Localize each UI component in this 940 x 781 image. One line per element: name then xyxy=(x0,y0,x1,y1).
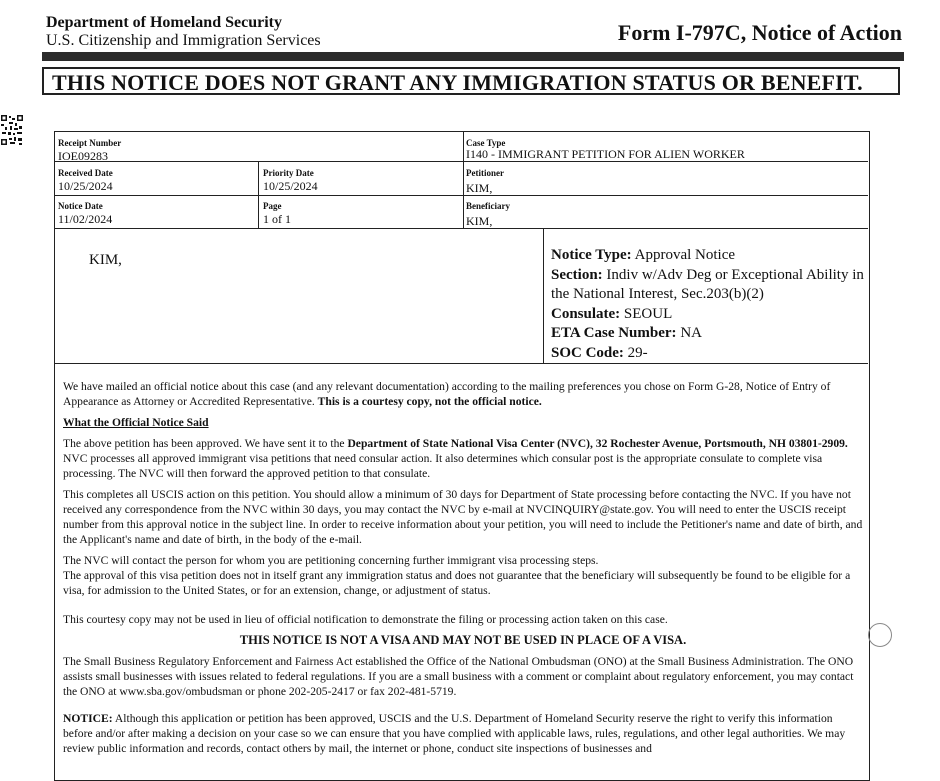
received-date-label: Received Date xyxy=(58,168,113,178)
notice-body xyxy=(63,379,863,762)
eta-value: NA xyxy=(680,325,702,341)
consulate-label: Consulate: xyxy=(551,305,621,322)
header-rule xyxy=(42,52,904,61)
received-date-value: 10/25/2024 xyxy=(58,179,113,193)
paragraph-ombudsman: The Small Business Regulatory Enforcement and Fairness Act established the Office of the National Ombudsman (ONO) at the Small Business Administration. The ONO assists small businesses with issues related to federal regulations. If you are a small business with a comment or complaint about regulatory enforcement, you may contact the ONO at www.sba.gov/ombudsman or phone 202-205-2417 or fax 202-481-5719. xyxy=(63,655,854,698)
beneficiary-value: KIM, xyxy=(466,214,493,228)
page-label: Page xyxy=(263,201,282,211)
paragraph-nvc-processing: This completes all USCIS action on this petition. You should allow a minimum of 30 days for Department of State processing before contacting the NVC. If you have not received any correspondence from the NVC within 30 days, you may contact the NVC by e-mail at NVCINQUIRY@state.gov. You will need to enter the USCIS receipt number from this approval notice in the subject line. In order to receive information about your petition, you will need to include the Petitioner's name and date of birth, and the Applicant's name and date of birth, in the body of the e-mail. xyxy=(63,488,863,546)
case-type-label: Case Type xyxy=(466,138,506,148)
consulate-value: SEOUL xyxy=(623,305,673,322)
notice-details xyxy=(551,246,867,363)
agency-name: U.S. Citizenship and Immigration Services xyxy=(46,32,321,49)
status-banner: THIS NOTICE DOES NOT GRANT ANY IMMIGRATION STATUS OR BENEFIT. xyxy=(42,67,900,95)
section-value: Indiv w/Adv Deg or Exceptional Ability in the National Interest, Sec.203(b)(2) xyxy=(551,266,864,302)
addressee-name: KIM, xyxy=(89,252,122,268)
visa-warning: THIS NOTICE IS NOT A VISA AND MAY NOT BE USED IN PLACE OF A VISA. xyxy=(239,633,687,647)
barcode-icon xyxy=(0,114,24,146)
notice-type-value: Approval Notice xyxy=(634,247,736,263)
soc-value: 29- xyxy=(627,344,648,361)
paragraph-nvc-contact: The NVC will contact the person for whom you are petitioning concerning further immigrant visa processing steps. The approval of this visa petition does not in itself grant any immigration status and does not guarantee that the beneficiary will subsequently be found to be eligible for a visa, for admission to the United States, or for an extension, change, or adjustment of status. xyxy=(63,554,851,597)
eta-label: ETA Case Number: xyxy=(551,325,677,341)
beneficiary-label: Beneficiary xyxy=(466,201,510,211)
section-label: Section: xyxy=(551,266,603,283)
paragraph-mailing: We have mailed an official notice about this case (and any relevant documentation) according to the mailing preferences you chose on Form G-28, Notice of Entry of Appearance as Attorney or Accredited Representative. This is a courtesy copy, not the official notice. xyxy=(63,380,831,408)
receipt-number-label: Receipt Number xyxy=(58,138,122,148)
soc-label: SOC Code: xyxy=(551,344,624,361)
department-name: Department of Homeland Security xyxy=(46,14,282,31)
paragraph-approval: The above petition has been approved. We have sent it to the Department of State National Visa Center (NVC), 32 Rochester Avenue, Portsmouth, NH 03801-2909. NVC processes all approved immigrant visa petitions that need consular action. It also determines which consular post is the appropriate consulate to complete visa processing. The NVC will then forward the approved petition to that consulate. xyxy=(63,437,848,480)
page-value: 1 of 1 xyxy=(263,212,291,226)
paragraph-notice: NOTICE: Although this application or petition has been approved, USCIS and the U.S. Department of Homeland Security reserve the right to verify this information before and/or after making a decision on your case so we can ensure that you have complied with applicable laws, rules, regulations, and other legal authorities. We may review public information and records, contact others by mail, the internet or phone, conduct site inspections of businesses and xyxy=(63,712,846,755)
notice-type-label: Notice Type: xyxy=(551,247,632,263)
notice-date-label: Notice Date xyxy=(58,201,103,211)
paragraph-courtesy-copy: This courtesy copy may not be used in lieu of official notification to demonstrate the filing or processing action taken on this case. xyxy=(63,613,668,626)
petitioner-label: Petitioner xyxy=(466,168,504,178)
form-title: Form I-797C, Notice of Action xyxy=(617,20,902,45)
priority-date-label: Priority Date xyxy=(263,168,314,178)
notice-box xyxy=(54,131,870,781)
case-type-value: I140 - IMMIGRANT PETITION FOR ALIEN WORKER xyxy=(466,147,745,161)
receipt-number-value: IOE09283 xyxy=(58,149,108,163)
agency-header xyxy=(46,14,321,50)
notice-date-value: 11/02/2024 xyxy=(58,212,113,226)
priority-date-value: 10/25/2024 xyxy=(263,179,318,193)
section-heading: What the Official Notice Said xyxy=(63,416,209,429)
punch-hole-mark xyxy=(868,623,892,647)
petitioner-value: KIM, xyxy=(466,181,493,195)
